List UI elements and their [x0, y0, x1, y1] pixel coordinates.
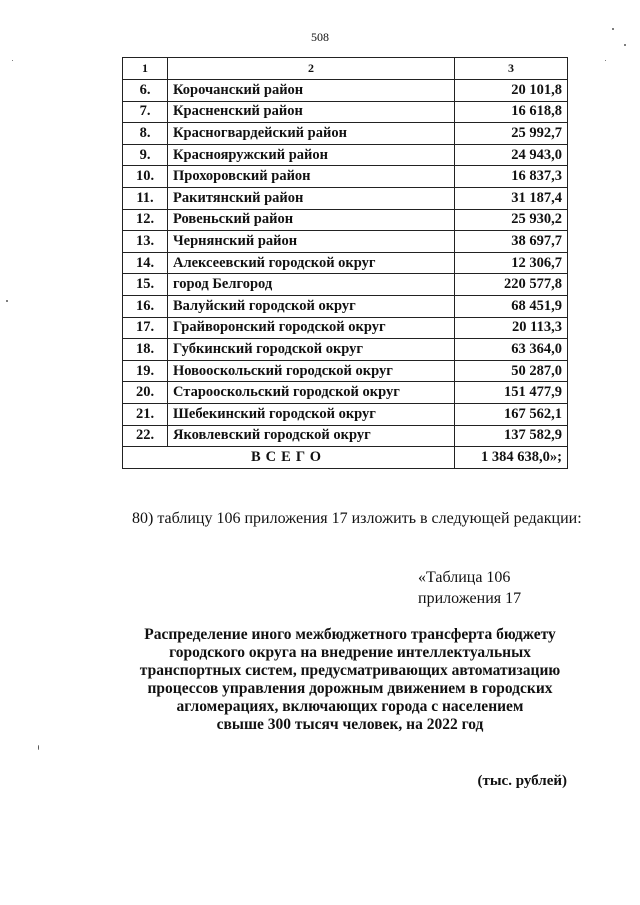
page-number: 508	[311, 30, 329, 44]
row-name: Чернянский район	[168, 231, 455, 253]
scan-speck	[624, 44, 626, 46]
table-title	[110, 626, 590, 734]
row-number: 16.	[123, 295, 168, 317]
row-name: Краснояружский район	[168, 144, 455, 166]
row-value: 16 837,3	[455, 166, 568, 188]
row-name: Губкинский городской округ	[168, 339, 455, 361]
units-label: (тыс. рублей)	[477, 773, 567, 789]
table-row	[123, 123, 568, 145]
total-row	[123, 447, 568, 469]
table-row	[123, 231, 568, 253]
title-line: процессов управления дорожным движением в городских	[147, 680, 553, 697]
row-name: Валуйский городской округ	[168, 295, 455, 317]
title-line: транспортных систем, предусматривающих автоматизацию	[139, 662, 561, 679]
row-name: Ровеньский район	[168, 209, 455, 231]
row-number: 6.	[123, 80, 168, 102]
row-number: 17.	[123, 317, 168, 339]
row-name: Красненский район	[168, 101, 455, 123]
row-value: 20 113,3	[455, 317, 568, 339]
title-line: агломерациях, включающих города с населением	[176, 698, 524, 715]
table-row	[123, 403, 568, 425]
table-header-row	[123, 58, 568, 80]
row-value: 25 930,2	[455, 209, 568, 231]
header-col-3: 3	[455, 58, 568, 80]
caption-line-2: приложения 17	[418, 590, 522, 607]
amendment-paragraph: 80) таблицу 106 приложения 17 изложить в следующей редакции:	[132, 510, 582, 527]
table-row	[123, 339, 568, 361]
table-row	[123, 274, 568, 296]
table-row	[123, 295, 568, 317]
row-name: Старооскольский городской округ	[168, 382, 455, 404]
caption-line-1: «Таблица 106	[418, 569, 511, 586]
total-value: 1 384 638,0»;	[455, 447, 568, 469]
scan-speck	[38, 745, 39, 750]
table-caption	[418, 567, 521, 609]
scan-speck	[612, 28, 614, 30]
row-value: 68 451,9	[455, 295, 568, 317]
row-number: 18.	[123, 339, 168, 361]
row-value: 220 577,8	[455, 274, 568, 296]
row-value: 25 992,7	[455, 123, 568, 145]
row-number: 13.	[123, 231, 168, 253]
row-number: 12.	[123, 209, 168, 231]
row-value: 38 697,7	[455, 231, 568, 253]
row-number: 11.	[123, 187, 168, 209]
table-row	[123, 80, 568, 102]
row-number: 19.	[123, 360, 168, 382]
row-number: 14.	[123, 252, 168, 274]
row-value: 16 618,8	[455, 101, 568, 123]
row-value: 63 364,0	[455, 339, 568, 361]
title-line: городского округа на внедрение интеллектуальных	[169, 644, 531, 661]
table-row	[123, 187, 568, 209]
table-row	[123, 317, 568, 339]
row-value: 50 287,0	[455, 360, 568, 382]
table-row	[123, 425, 568, 447]
row-value: 31 187,4	[455, 187, 568, 209]
scan-speck	[12, 60, 13, 61]
row-name: Новооскольский городской округ	[168, 360, 455, 382]
row-name: Алексеевский городской округ	[168, 252, 455, 274]
table-row	[123, 252, 568, 274]
table-row	[123, 360, 568, 382]
title-line: свыше 300 тысяч человек, на 2022 год	[216, 716, 484, 733]
row-value: 137 582,9	[455, 425, 568, 447]
table-row	[123, 209, 568, 231]
table-row	[123, 144, 568, 166]
allocation-table	[122, 57, 568, 469]
row-number: 15.	[123, 274, 168, 296]
row-value: 12 306,7	[455, 252, 568, 274]
row-name: Корочанский район	[168, 80, 455, 102]
row-name: Красногвардейский район	[168, 123, 455, 145]
row-value: 151 477,9	[455, 382, 568, 404]
row-name: Грайворонский городской округ	[168, 317, 455, 339]
header-col-2: 2	[168, 58, 455, 80]
row-name: город Белгород	[168, 274, 455, 296]
row-value: 24 943,0	[455, 144, 568, 166]
row-name: Прохоровский район	[168, 166, 455, 188]
table-row	[123, 382, 568, 404]
title-line: Распределение иного межбюджетного трансферта бюджету	[144, 626, 556, 643]
row-number: 9.	[123, 144, 168, 166]
scan-speck	[6, 300, 8, 302]
row-value: 167 562,1	[455, 403, 568, 425]
row-name: Ракитянский район	[168, 187, 455, 209]
row-number: 8.	[123, 123, 168, 145]
row-number: 21.	[123, 403, 168, 425]
scan-speck	[605, 60, 606, 61]
row-number: 20.	[123, 382, 168, 404]
row-name: Шебекинский городской округ	[168, 403, 455, 425]
table-row	[123, 101, 568, 123]
row-name: Яковлевский городской округ	[168, 425, 455, 447]
total-label: ВСЕГО	[123, 447, 455, 469]
row-value: 20 101,8	[455, 80, 568, 102]
row-number: 7.	[123, 101, 168, 123]
row-number: 10.	[123, 166, 168, 188]
table-row	[123, 166, 568, 188]
header-col-1: 1	[123, 58, 168, 80]
row-number: 22.	[123, 425, 168, 447]
